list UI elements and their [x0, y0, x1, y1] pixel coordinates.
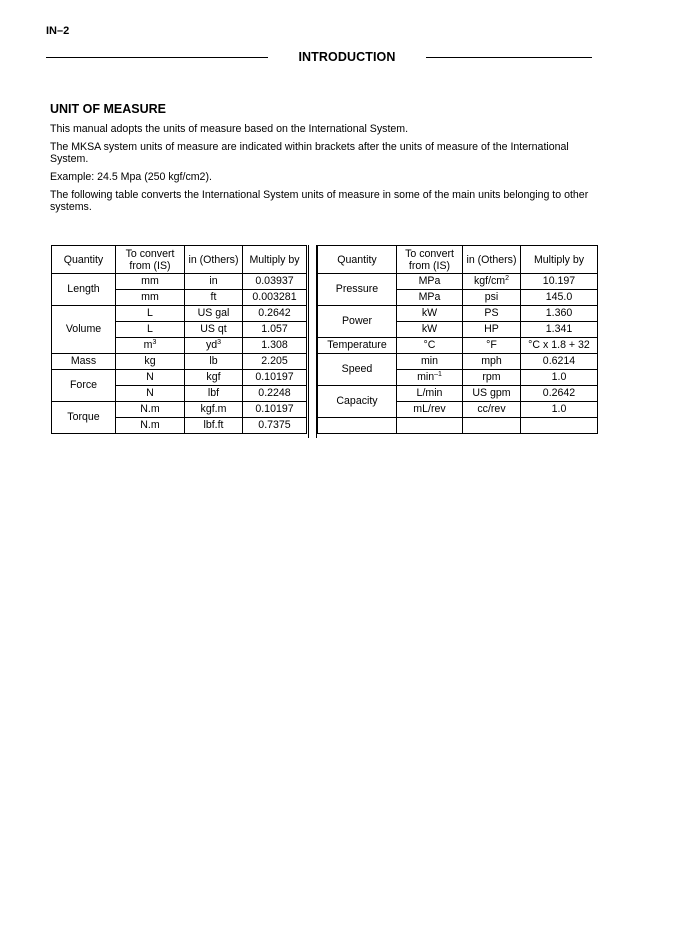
from-unit: mL/rev	[397, 402, 463, 418]
table-row	[318, 386, 598, 402]
unit-base: yd	[205, 339, 218, 351]
multiply-factor: 0.2642	[521, 386, 598, 402]
table-row	[52, 370, 307, 386]
from-unit: °C	[397, 338, 463, 354]
multiply-factor: 1.0	[521, 402, 598, 418]
from-unit: L/min	[397, 386, 463, 402]
multiply-factor: 1.308	[243, 338, 307, 354]
from-unit: kg	[116, 354, 185, 370]
to-unit: PS	[463, 306, 521, 322]
to-unit: US gpm	[463, 386, 521, 402]
table-row-empty	[318, 418, 598, 434]
to-unit: lbf	[185, 386, 243, 402]
from-unit: mm	[116, 290, 185, 306]
multiply-factor: 1.341	[521, 322, 598, 338]
multiply-factor: 0.03937	[243, 274, 307, 290]
section-heading: UNIT OF MEASURE	[50, 102, 166, 116]
paragraph-intro: This manual adopts the units of measure based on the International System.	[50, 123, 409, 135]
to-unit: rpm	[463, 370, 521, 386]
unit-exponent: 2	[505, 275, 510, 282]
quantity-temperature: Temperature	[318, 338, 397, 354]
to-unit: lbf.ft	[185, 418, 243, 434]
paragraph-table-intro: The following table converts the International System units of measure in some of the main units belonging to other systems.	[50, 189, 589, 213]
conversion-table-left	[51, 245, 307, 434]
from-unit	[397, 370, 463, 386]
multiply-factor: 1.360	[521, 306, 598, 322]
table-row	[318, 354, 598, 370]
multiply-factor: 145.0	[521, 290, 598, 306]
quantity-length: Length	[52, 274, 116, 306]
table-separator	[308, 245, 317, 438]
from-unit: min	[397, 354, 463, 370]
header-factor: Multiply by	[521, 246, 598, 274]
multiply-factor: 2.205	[243, 354, 307, 370]
from-unit: N	[116, 370, 185, 386]
from-unit: N.m	[116, 402, 185, 418]
multiply-factor: 0.10197	[243, 370, 307, 386]
multiply-factor: 10.197	[521, 274, 598, 290]
from-unit: MPa	[397, 274, 463, 290]
to-unit	[463, 274, 521, 290]
page-code: IN–2	[46, 25, 70, 37]
multiply-factor: 1.057	[243, 322, 307, 338]
conversion-table-right	[317, 245, 598, 434]
unit-base: min	[417, 371, 435, 383]
table-header-row	[318, 246, 598, 274]
to-unit: lb	[185, 354, 243, 370]
table-row	[52, 274, 307, 290]
to-unit: ft	[185, 290, 243, 306]
quantity-capacity: Capacity	[318, 386, 397, 418]
to-unit: in	[185, 274, 243, 290]
unit-of-measure-section	[50, 103, 596, 219]
header-rule-right	[426, 57, 592, 58]
multiply-factor: 1.0	[521, 370, 598, 386]
multiply-factor: 0.7375	[243, 418, 307, 434]
from-unit: kW	[397, 322, 463, 338]
to-unit: kgf	[185, 370, 243, 386]
unit-exponent: 3	[217, 339, 222, 346]
header-quantity: Quantity	[318, 246, 397, 274]
header-to: in (Others)	[185, 246, 243, 274]
header-rule-left	[46, 57, 268, 58]
multiply-factor: °C x 1.8 + 32	[521, 338, 598, 354]
multiply-factor: 0.6214	[521, 354, 598, 370]
empty-cell	[397, 418, 463, 434]
from-unit: L	[116, 322, 185, 338]
table-row	[52, 306, 307, 322]
unit-base: kgf/cm	[473, 275, 506, 287]
multiply-factor: 0.10197	[243, 402, 307, 418]
paragraph-mksa: The MKSA system units of measure are indicated within brackets after the units of measure of the International System.	[50, 141, 569, 165]
to-unit: psi	[463, 290, 521, 306]
section-title: INTRODUCTION	[298, 50, 396, 64]
from-unit: N.m	[116, 418, 185, 434]
to-unit: °F	[463, 338, 521, 354]
header-factor: Multiply by	[243, 246, 307, 274]
from-unit	[116, 338, 185, 354]
empty-cell	[318, 418, 397, 434]
from-unit: mm	[116, 274, 185, 290]
table-header-row	[52, 246, 307, 274]
header-from: To convert from (IS)	[397, 246, 463, 274]
paragraph-example: Example: 24.5 Mpa (250 kgf/cm2).	[50, 171, 212, 183]
header-to: in (Others)	[463, 246, 521, 274]
to-unit: kgf.m	[185, 402, 243, 418]
to-unit	[185, 338, 243, 354]
section-header	[46, 50, 592, 66]
unit-exponent: 3	[152, 339, 157, 346]
quantity-power: Power	[318, 306, 397, 338]
from-unit: kW	[397, 306, 463, 322]
from-unit: L	[116, 306, 185, 322]
from-unit: MPa	[397, 290, 463, 306]
table-row	[318, 338, 598, 354]
header-from: To convert from (IS)	[116, 246, 185, 274]
unit-base: m	[143, 339, 153, 351]
quantity-pressure: Pressure	[318, 274, 397, 306]
from-unit: N	[116, 386, 185, 402]
quantity-torque: Torque	[52, 402, 116, 434]
table-row	[318, 274, 598, 290]
to-unit: HP	[463, 322, 521, 338]
quantity-mass: Mass	[52, 354, 116, 370]
to-unit: US qt	[185, 322, 243, 338]
empty-cell	[521, 418, 598, 434]
conversion-tables	[51, 245, 597, 439]
table-row	[52, 354, 307, 370]
table-row	[318, 306, 598, 322]
to-unit: mph	[463, 354, 521, 370]
to-unit: US gal	[185, 306, 243, 322]
unit-exponent: –1	[434, 371, 442, 378]
header-quantity: Quantity	[52, 246, 116, 274]
quantity-speed: Speed	[318, 354, 397, 386]
quantity-volume: Volume	[52, 306, 116, 354]
multiply-factor: 0.2642	[243, 306, 307, 322]
multiply-factor: 0.2248	[243, 386, 307, 402]
multiply-factor: 0.003281	[243, 290, 307, 306]
to-unit: cc/rev	[463, 402, 521, 418]
table-row	[52, 402, 307, 418]
empty-cell	[463, 418, 521, 434]
quantity-force: Force	[52, 370, 116, 402]
